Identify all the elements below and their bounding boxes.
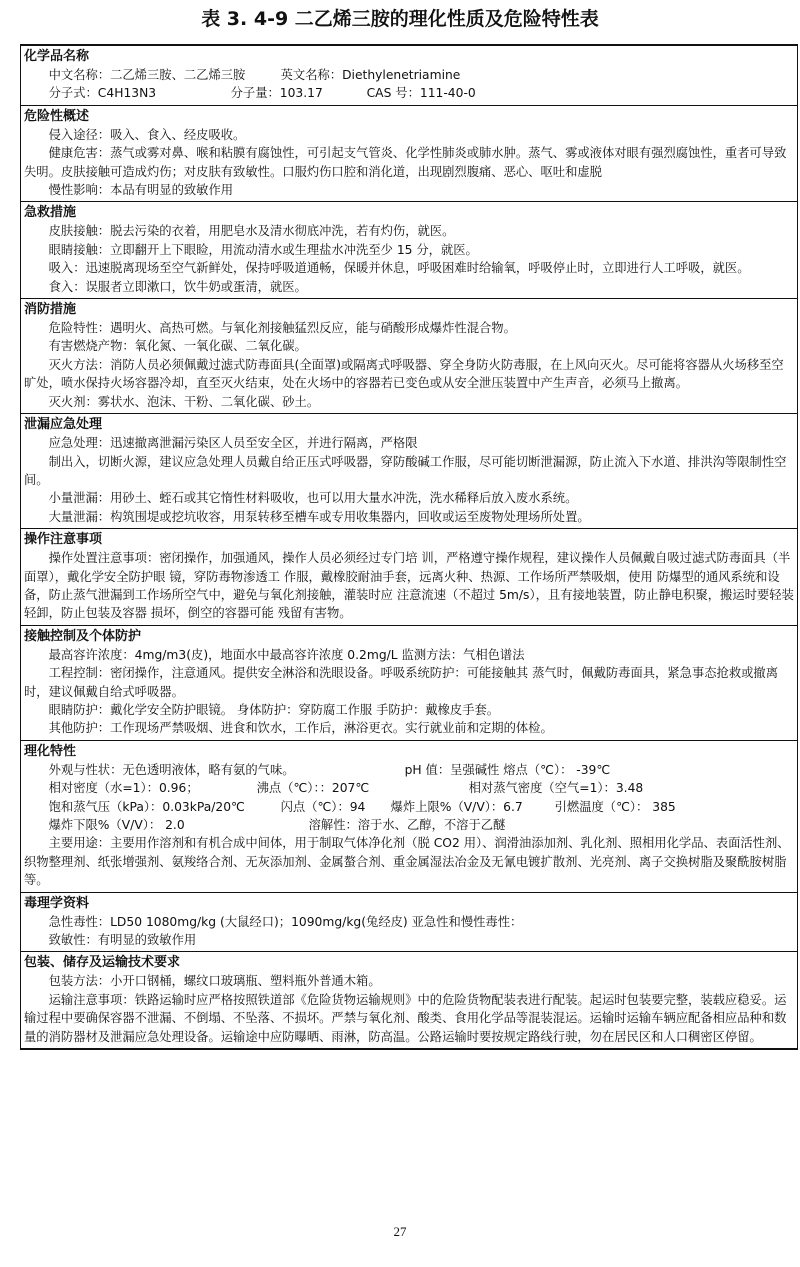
protection-line: 工程控制：密闭操作，注意通风。提供安全淋浴和洗眼设备。呼吸系统防护：可能接触其 蒸气时，佩戴防毒面具，紧急事态抢救或撤离时，建议佩戴自给式呼吸器。 xyxy=(24,666,779,699)
section-title: 包装、储存及运输技术要求 xyxy=(24,955,181,971)
section-title: 化学品名称 xyxy=(24,49,90,64)
toxicology-line: 致敏性：有明显的致敏作用 xyxy=(48,933,197,948)
physchem-row xyxy=(24,798,794,816)
hazard-line: 慢性影响：本品有明显的致敏作用 xyxy=(48,183,234,198)
formula-row xyxy=(24,84,794,102)
leak-line: 大量泄漏：构筑围堤或挖坑收容，用泵转移至槽车或专用收集器内，回收或运至废物处理场所处置。 xyxy=(48,509,590,524)
hazard-line: 健康危害：蒸气或雾对鼻、喉和粘膜有腐蚀性，可引起支气管炎、化学性肺炎或肺水肿。蒸气、雾或液体对眼有强烈腐蚀性，重者可导致失明。皮肤接触可造成灼伤；对皮肤有致敏性。口服灼伤口腔和消化道，出现剧烈腹痛、恶心、呕吐和虚脱 xyxy=(24,146,787,179)
solubility: 溶解性：溶于水、乙醇，不溶于乙醚 xyxy=(308,818,506,832)
first-aid-line: 皮肤接触：脱去污染的衣着，用肥皂水及清水彻底冲洗，若有灼伤，就医。 xyxy=(48,224,455,239)
section-title: 危险性概述 xyxy=(24,108,90,124)
first-aid-line: 吸入：迅速脱离现场至空气新鲜处，保持呼吸道通畅，保暖并休息，呼吸困难时给输氧，呼吸停止时，立即进行人工呼吸，就医。 xyxy=(48,261,750,276)
section-title: 理化特性 xyxy=(24,743,77,759)
fire-line: 危险特性：遇明火、高热可燃。与氧化剂接触猛烈反应，能与硝酸形成爆炸性混合物。 xyxy=(48,321,516,336)
boiling-point: 沸点（℃）：：207℃ xyxy=(256,781,370,796)
section-physchem xyxy=(21,741,797,893)
leak-line: 应急处理：迅速撤离泄漏污染区人员至安全区，并进行隔离，严格限 xyxy=(48,436,418,451)
cas-number: CAS 号：111-40-0 xyxy=(366,86,476,101)
section-toxicology xyxy=(21,893,797,953)
section-title: 操作注意事项 xyxy=(24,532,103,548)
fire-line: 灭火方法：消防人员必须佩戴过滤式防毒面具(全面罩)或隔离式呼吸器、穿全身防火防毒服，在上风向灭火。尽可能将容器从火场移至空旷处，喷水保持火场容器冷却，直至灭火结束，处在火场中的容器若已变色或从安全泄压装置中产生声音，必须马上撤离。 xyxy=(24,357,784,391)
section-hazard xyxy=(21,106,797,203)
lower-explosive-limit: 爆炸下限%（V/V）： 2.0 xyxy=(48,818,185,832)
fire-line: 灭火剂：雾状水、泡沫、干粉、二氧化碳、砂土。 xyxy=(48,394,320,409)
leak-line: 小量泄漏：用砂土、蛭石或其它惰性材料吸收，也可以用大量水冲洗，洗水稀释后放入废水系统。 xyxy=(48,491,578,506)
section-chemical-name xyxy=(21,46,797,106)
protection-line: 其他防护：工作现场严禁吸烟、进食和饮水，工作后，淋浴更衣。实行就业前和定期的体检。 xyxy=(48,721,553,736)
section-transport xyxy=(21,952,797,1048)
molecular-formula: 分子式：C4H13N3 xyxy=(48,86,157,101)
section-first-aid xyxy=(21,202,797,299)
section-title: 急救措施 xyxy=(24,205,77,221)
first-aid-line: 食入：误服者立即漱口，饮牛奶或蛋清，就医。 xyxy=(48,279,307,294)
physchem-row xyxy=(24,779,794,797)
flash-point: 闪点（℃）：94 xyxy=(280,799,366,814)
fire-line: 有害燃烧产物：氧化氮、一氧化碳、二氧化碳。 xyxy=(48,339,307,354)
section-handling xyxy=(21,529,797,626)
section-title: 接触控制及个体防护 xyxy=(24,628,142,644)
chinese-name: 中文名称：二乙烯三胺、二乙烯三胺 xyxy=(48,68,246,82)
vapor-pressure: 饱和蒸气压（kPa）：0.03kPa/20℃ xyxy=(48,799,245,814)
upper-explosive-limit: 爆炸上限%（V/V）：6.7 xyxy=(390,799,523,814)
protection-line: 最高容许浓度：4mg/m3(皮)，地面水中最高容许浓度 0.2mg/L 监测方法：气相色谱法 xyxy=(48,647,525,662)
transport-line: 包装方法：小开口钢桶，螺纹口玻璃瓶、塑料瓶外普通木箱。 xyxy=(48,974,381,989)
toxicology-line: 急性毒性：LD50 1080mg/kg (大鼠经口)；1090mg/kg(兔经皮) 亚急性和慢性毒性： xyxy=(48,914,523,929)
main-use: 主要用途：主要用作溶剂和有机合成中间体，用于制取气体净化剂（脱 CO2 用）、润滑油添加剂、乳化剂、照相用化学品、表面活性剂、织物整理剂、纸张增强剂、氨羧络合剂、无灰添加剂、金属螯合剂、重金属湿法冶金及无氰电镀扩散剂、光亮剂、离子交换树脂及聚酰胺树脂等。 xyxy=(24,836,790,888)
protection-line: 眼睛防护：戴化学安全防护眼镜。 身体防护：穿防腐工作服 手防护：戴橡皮手套。 xyxy=(48,702,500,717)
physchem-row xyxy=(24,816,794,834)
molecular-weight: 分子量：103.17 xyxy=(230,86,323,101)
hazard-line: 侵入途径：吸入、食入、经皮吸收。 xyxy=(48,127,246,142)
transport-line: 运输注意事项：铁路运输时应严格按照铁道部《危险货物运输规则》中的危险货物配装表进行配装。起运时包装要完整，装载应稳妥。运输过程中要确保容器不泄漏、不倒塌、不坠落、不损坏。严禁与氧化剂、酸类、食用化学品等混装混运。运输时运输车辆应配备相应品种和数量的消防器材及泄漏应急处理设备。运输途中应防曝晒、雨淋，防高温。公路运输时要按规定路线行驶，勿在居民区和人口稠密区停留。 xyxy=(24,992,787,1044)
section-title: 泄漏应急处理 xyxy=(24,417,103,433)
vapor-density: 相对蒸气密度（空气=1）：3.48 xyxy=(468,781,644,796)
property-table xyxy=(20,44,798,1050)
section-leak xyxy=(21,414,797,529)
ph-melting-point: pH 值：呈强碱性 熔点（℃）： -39℃ xyxy=(404,762,611,777)
section-title: 毒理学资料 xyxy=(24,895,90,911)
appearance: 外观与性状：无色透明液体，略有氨的气味。 xyxy=(48,762,295,777)
page-number: 27 xyxy=(393,1224,407,1239)
relative-density: 相对密度（水=1）：0.96； xyxy=(48,781,199,796)
page-title: 表 3. 4-9 二乙烯三胺的理化性质及危险特性表 xyxy=(201,8,599,30)
physchem-row xyxy=(24,761,794,779)
first-aid-line: 眼睛接触：立即翻开上下眼睑，用流动清水或生理盐水冲洗至少 15 分，就医。 xyxy=(48,242,478,257)
name-row xyxy=(24,66,794,84)
english-name: 英文名称：Diethylenetriamine xyxy=(280,68,461,82)
ignition-temperature: 引燃温度（℃）： 385 xyxy=(554,799,676,814)
section-protection xyxy=(21,626,797,741)
section-title: 消防措施 xyxy=(24,302,77,318)
section-fire xyxy=(21,299,797,414)
handling-line: 操作处置注意事项：密闭操作，加强通风，操作人员必须经过专门培 训，严格遵守操作规程，建议操作人员佩戴自吸过滤式防毒面具（半面罩），戴化学安全防护眼 镜，穿防毒物渗透工 作服，戴橡胶耐油手套，远离火种、热源、工作场所严禁吸烟，使用 防爆型的通风系统和设 备，防止蒸气泄漏到工作场所空气中，避免与氧化剂接触，灌装时应 注意流速（不超过 5m/s），且有接地装置，防止静电积聚，搬运时要轻装轻卸，防止包装及容器 损坏，倒空的容器可能 残留有害物。 xyxy=(24,551,794,621)
leak-line: 制出入，切断火源，建议应急处理人员戴自给正压式呼吸器，穿防酸碱工作服，尽可能切断泄漏源，防止流入下水道、排洪沟等限制性空间。 xyxy=(24,454,787,487)
